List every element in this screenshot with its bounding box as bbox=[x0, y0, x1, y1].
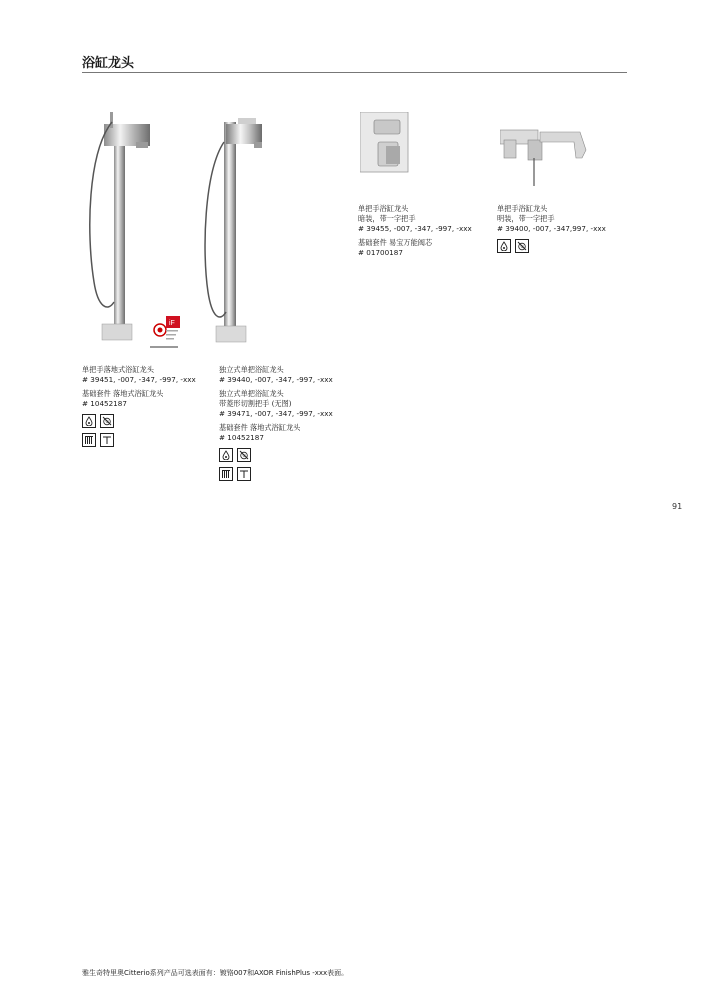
footer-note: 雅生奇特里奥Citterio系列产品可选表面有：镀铬007和AXOR FinishPlus -xxx表面。 bbox=[82, 969, 349, 977]
variant-note: 带菱形切割把手 (无图) bbox=[219, 399, 292, 408]
product-caption-2 bbox=[219, 365, 333, 481]
t-shape-icon bbox=[237, 467, 251, 481]
kit-label: 基础套件 易宝万能阀芯 bbox=[358, 238, 433, 247]
product-name: 单把手浴缸龙头 bbox=[497, 204, 548, 213]
svg-text:iF: iF bbox=[169, 320, 175, 327]
no-eco-spray-icon bbox=[100, 414, 114, 428]
feature-icons-top bbox=[497, 239, 606, 253]
kit-code: # 10452187 bbox=[82, 399, 127, 408]
water-drop-icon bbox=[497, 239, 511, 253]
feature-icons-bottom bbox=[219, 467, 333, 481]
product-image-exposed-mixer bbox=[500, 124, 600, 186]
page-title: 浴缸龙头 bbox=[82, 56, 135, 71]
water-drop-icon bbox=[219, 448, 233, 462]
thermostat-bars-icon bbox=[82, 433, 96, 447]
product-subtitle: 暗装，带一字把手 bbox=[358, 214, 416, 223]
feature-icons-bottom bbox=[82, 433, 196, 447]
kit-label: 基础套件 落地式浴缸龙头 bbox=[82, 389, 164, 398]
product-caption-4 bbox=[497, 204, 606, 253]
water-drop-icon bbox=[82, 414, 96, 428]
page-number: 91 bbox=[672, 502, 683, 511]
feature-icons-top bbox=[219, 448, 333, 462]
product-image-freestanding-mixer bbox=[204, 112, 274, 350]
kit-label: 基础套件 落地式浴缸龙头 bbox=[219, 423, 301, 432]
product-caption-1 bbox=[82, 365, 196, 447]
product-code: # 39440, -007, -347, -997, -xxx bbox=[219, 375, 333, 384]
product-name: 单把手浴缸龙头 bbox=[358, 204, 409, 213]
no-eco-spray-icon bbox=[515, 239, 529, 253]
variant-name: 独立式单把浴缸龙头 bbox=[219, 389, 284, 398]
kit-code: # 01700187 bbox=[358, 248, 403, 257]
feature-icons-top bbox=[82, 414, 196, 428]
product-code: # 39451, -007, -347, -997, -xxx bbox=[82, 375, 196, 384]
variant-code: # 39471, -007, -347, -997, -xxx bbox=[219, 409, 333, 418]
product-code: # 39400, -007, -347,997, -xxx bbox=[497, 224, 606, 233]
product-name: 单把手落地式浴缸龙头 bbox=[82, 365, 154, 374]
product-name: 独立式单把浴缸龙头 bbox=[219, 365, 284, 374]
product-subtitle: 明装，带一字把手 bbox=[497, 214, 555, 223]
kit-code: # 10452187 bbox=[219, 433, 264, 442]
product-caption-3 bbox=[358, 204, 472, 258]
no-eco-spray-icon bbox=[237, 448, 251, 462]
t-shape-icon bbox=[100, 433, 114, 447]
thermostat-bars-icon bbox=[219, 467, 233, 481]
design-award-if-icon bbox=[164, 314, 186, 350]
title-divider bbox=[82, 72, 627, 73]
product-code: # 39455, -007, -347, -997, -xxx bbox=[358, 224, 472, 233]
product-image-concealed-mixer bbox=[360, 112, 410, 174]
